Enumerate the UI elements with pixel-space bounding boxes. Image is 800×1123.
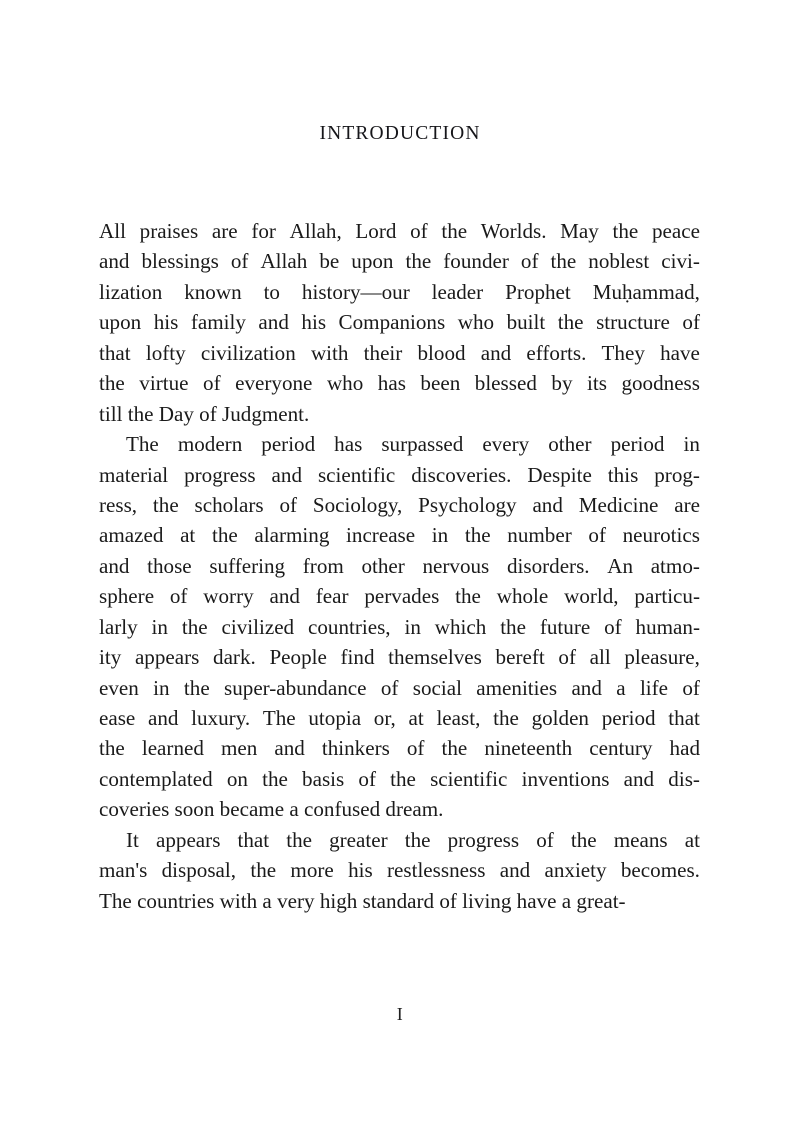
word: ress, [99, 492, 138, 517]
word: who [457, 310, 495, 335]
word: restlessness [386, 858, 486, 883]
word: fear [315, 584, 349, 609]
word: the [99, 371, 125, 396]
word: the [570, 827, 597, 852]
word: the [464, 523, 491, 548]
word: May [560, 219, 599, 243]
word: noblest [588, 249, 650, 274]
word: The [126, 432, 159, 457]
word: modern [177, 432, 243, 457]
word: prog- [654, 462, 700, 487]
word: It [126, 827, 139, 852]
word: ease [99, 706, 136, 730]
word: of [410, 219, 428, 243]
word: virtue [139, 371, 189, 396]
text-line [99, 642, 700, 672]
word: other [548, 432, 592, 457]
text-line [99, 551, 700, 581]
word: Muḥammad, [592, 279, 700, 304]
word: dis- [668, 766, 700, 791]
word: Allah [260, 249, 308, 274]
word: the [405, 249, 432, 274]
text-line [99, 581, 700, 611]
word: upon [99, 310, 142, 335]
word: at [684, 827, 700, 852]
word: period [261, 432, 316, 457]
word: of [536, 827, 554, 852]
word: are [211, 219, 238, 243]
text-line [99, 490, 700, 520]
word: inventions [521, 766, 610, 791]
word: leader [431, 279, 484, 304]
word: has [377, 371, 406, 396]
word: goodness [621, 371, 700, 396]
text-line [99, 825, 700, 855]
word: at [180, 523, 196, 548]
word: nineteenth [484, 736, 573, 761]
word: utopia [308, 706, 362, 730]
text-line: The countries with a very high standard of living have a great- [99, 888, 626, 913]
word: the [550, 249, 577, 274]
word: Allah, [289, 219, 342, 243]
word: surpassed [381, 432, 464, 457]
text-line [99, 429, 700, 459]
word: the [612, 219, 639, 243]
word: its [587, 371, 607, 396]
word: amazed [99, 523, 164, 548]
word: scholars [194, 492, 264, 517]
word: all [589, 645, 611, 670]
word: and [271, 462, 302, 487]
word: of [203, 371, 221, 396]
word: men [220, 736, 258, 761]
word: known [184, 279, 242, 304]
word: larly [99, 614, 138, 639]
word: for [251, 219, 276, 243]
text-line [99, 764, 700, 794]
word: in [151, 614, 168, 639]
word: and [274, 736, 305, 761]
word: and [571, 675, 602, 700]
word: founder [443, 249, 509, 274]
word: ity [99, 645, 122, 670]
text-line [99, 520, 700, 550]
word: bereft [495, 645, 545, 670]
word: in [153, 675, 170, 700]
word: civilization [200, 340, 296, 365]
word: that [668, 706, 700, 730]
word: thinkers [321, 736, 390, 761]
word: the [286, 827, 313, 852]
word: of [279, 492, 298, 517]
word: built [506, 310, 546, 335]
word: dark. [213, 645, 256, 670]
word: golden [531, 706, 589, 730]
word: appears [134, 645, 200, 670]
word: the [500, 614, 526, 639]
text-line [99, 855, 700, 885]
word: family [190, 310, 246, 335]
word: disorders. [506, 553, 590, 578]
text-line [99, 612, 700, 642]
word: the [441, 736, 468, 761]
word: Worlds. [480, 219, 547, 243]
word: his [348, 858, 373, 883]
word: Sociology, [312, 492, 403, 517]
word: means [613, 827, 668, 852]
word: of [520, 249, 539, 274]
paragraph [99, 216, 700, 429]
word: the [181, 614, 208, 639]
word: basis [302, 766, 345, 791]
word: a [616, 675, 626, 700]
word: the [152, 492, 179, 517]
word: Psychology [418, 492, 517, 517]
word: period [601, 706, 656, 730]
word: social [412, 675, 462, 700]
word: the [441, 219, 468, 243]
word: of [169, 584, 188, 609]
word: and [99, 249, 130, 274]
word: other [361, 553, 405, 578]
text-line [99, 703, 700, 733]
word: the [211, 523, 238, 548]
word: have [660, 340, 700, 365]
word: of [682, 310, 700, 335]
word: and [499, 858, 531, 883]
text-line: till the Day of Judgment. [99, 401, 310, 426]
word: to [263, 279, 280, 304]
word: who [326, 371, 364, 396]
word: the [390, 766, 416, 791]
text-line [99, 307, 700, 337]
word: in [431, 523, 449, 548]
word: even [99, 675, 139, 700]
word: be [319, 249, 340, 274]
text-line [99, 368, 700, 398]
word: civilized [221, 614, 295, 639]
word: learned [141, 736, 204, 761]
word: the [493, 706, 519, 730]
word: blood [417, 340, 466, 365]
word: structure [596, 310, 670, 335]
word: been [420, 371, 461, 396]
page-number: I [396, 1004, 404, 1024]
word: contemplated [99, 766, 213, 791]
word: this [607, 462, 639, 487]
text-line [99, 733, 700, 763]
word: and [532, 492, 563, 517]
word: lofty [145, 340, 186, 365]
word: and [99, 553, 130, 578]
word: future [539, 614, 591, 639]
word: that [237, 827, 270, 852]
word: history—our [301, 279, 410, 304]
word: Despite [527, 462, 592, 487]
word: discoveries. [411, 462, 512, 487]
word: and [480, 340, 512, 365]
word: of [558, 645, 576, 670]
word: Companions [338, 310, 446, 335]
word: People [269, 645, 327, 670]
word: progress [184, 462, 256, 487]
word: of [380, 675, 399, 700]
word: the [404, 827, 431, 852]
word: sphere [99, 584, 155, 609]
word: neurotics [622, 523, 700, 548]
word: world, [564, 584, 619, 609]
word: and [269, 584, 300, 609]
word: An [607, 553, 634, 578]
word: super-abundance [224, 675, 367, 700]
word: of [358, 766, 376, 791]
word: lization [99, 279, 163, 304]
word: man's [99, 858, 148, 883]
word: blessings [141, 249, 219, 274]
word: progress [447, 827, 520, 852]
word: every [482, 432, 530, 457]
word: the [455, 584, 481, 609]
word: the [557, 310, 584, 335]
word: efforts. [526, 340, 587, 365]
word: praises [139, 219, 199, 243]
word: everyone [235, 371, 313, 396]
word: amenities [476, 675, 558, 700]
word: increase [346, 523, 416, 548]
word: pleasure, [624, 645, 700, 670]
word: and [258, 310, 289, 335]
word: appears [155, 827, 221, 852]
word: that [99, 340, 131, 365]
word: his [153, 310, 179, 335]
word: themselves [388, 645, 482, 670]
word: the [262, 766, 288, 791]
word: the [250, 858, 277, 883]
word: blessed [474, 371, 537, 396]
page-title: INTRODUCTION [319, 123, 481, 144]
word: least, [436, 706, 481, 730]
word: in [683, 432, 700, 457]
text-line [99, 246, 700, 276]
word: of [406, 736, 425, 761]
word: upon [351, 249, 394, 274]
word: luxury. [191, 706, 251, 730]
text-line [99, 338, 700, 368]
word: anxiety [544, 858, 607, 883]
word: scientific [317, 462, 396, 487]
word: the [183, 675, 210, 700]
word: of [588, 523, 606, 548]
word: civi- [661, 249, 700, 274]
word: by [551, 371, 573, 396]
word: his [301, 310, 327, 335]
word: becomes. [620, 858, 700, 883]
word: those [147, 553, 192, 578]
word: on [226, 766, 248, 791]
word: from [302, 553, 344, 578]
word: Lord [355, 219, 397, 243]
word: their [363, 340, 403, 365]
text-line [99, 673, 700, 703]
word: or, [373, 706, 396, 730]
text-line: coveries soon became a confused dream. [99, 797, 444, 822]
word: century [589, 736, 653, 761]
word: find [340, 645, 375, 670]
word: of [230, 249, 249, 274]
word: Medicine [578, 492, 659, 517]
word: alarming [254, 523, 330, 548]
text-line [99, 460, 700, 490]
word: at [408, 706, 424, 730]
word: are [674, 492, 700, 517]
word: with [310, 340, 349, 365]
word: The [262, 706, 296, 730]
text-line [99, 216, 700, 246]
word: the [99, 736, 125, 761]
word: material [99, 462, 169, 487]
word: of [604, 614, 622, 639]
word: and [623, 766, 655, 791]
word: atmo- [650, 553, 700, 578]
paragraph [99, 825, 700, 916]
word: disposal, [161, 858, 237, 883]
word: number [507, 523, 572, 548]
word: suffering [209, 553, 286, 578]
word: worry [203, 584, 254, 609]
word: has [334, 432, 363, 457]
word: in [404, 614, 421, 639]
word: greater [329, 827, 388, 852]
word: whole [496, 584, 549, 609]
word: particu- [634, 584, 700, 609]
word: life [639, 675, 669, 700]
text-line [99, 277, 700, 307]
word: more [290, 858, 334, 883]
word: All [99, 219, 126, 243]
word: Prophet [505, 279, 571, 304]
word: peace [651, 219, 700, 243]
body-text-column [99, 216, 700, 916]
word: of [682, 675, 700, 700]
word: countries, [307, 614, 391, 639]
word: had [669, 736, 700, 761]
word: nervous [422, 553, 490, 578]
word: period [610, 432, 665, 457]
paragraph [99, 429, 700, 825]
word: They [601, 340, 645, 365]
word: human- [635, 614, 700, 639]
word: and [148, 706, 179, 730]
word: which [434, 614, 487, 639]
word: scientific [430, 766, 508, 791]
word: pervades [364, 584, 440, 609]
